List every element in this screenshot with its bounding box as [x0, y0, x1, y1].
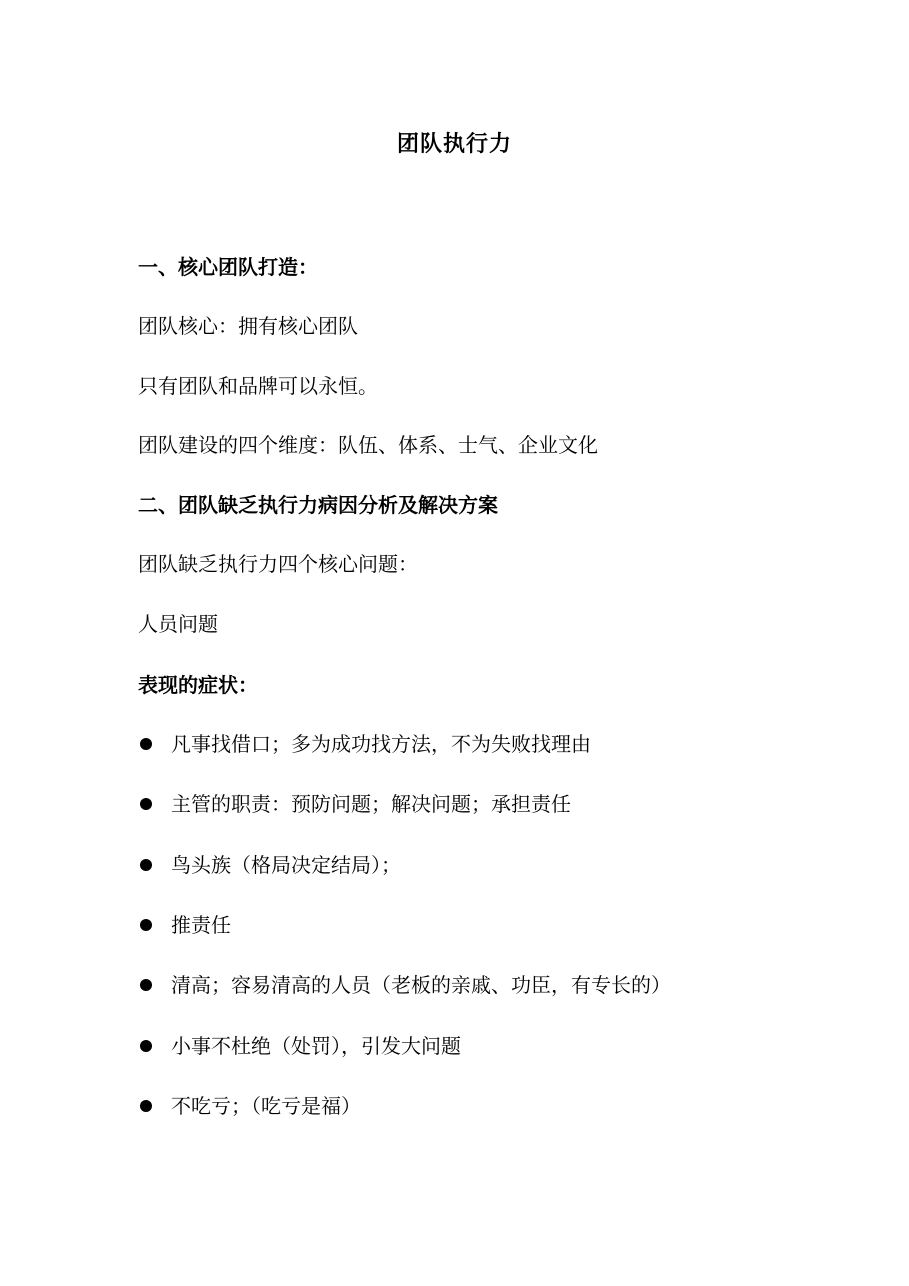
- list-item-text: 不吃亏；（吃亏是福）: [171, 1094, 361, 1118]
- bullet-icon: [140, 859, 152, 871]
- symptoms-heading: 表现的症状：: [138, 673, 258, 697]
- list-item-text: 小事不杜绝（处罚），引发大问题: [171, 1034, 461, 1058]
- paragraph-personnel-problem: 人员问题: [138, 612, 218, 636]
- bullet-icon: [140, 1040, 152, 1052]
- list-item-text: 主管的职责：预防问题；解决问题；承担责任: [171, 792, 571, 816]
- list-item-text: 鸟头族（格局决定结局）；: [171, 853, 401, 877]
- list-item-text: 凡事找借口；多为成功找方法，不为失败找理由: [171, 732, 591, 756]
- document-title: 团队执行力: [396, 131, 512, 157]
- section-2-heading: 二、团队缺乏执行力病因分析及解决方案: [138, 493, 498, 517]
- bullet-icon: [140, 738, 152, 750]
- bullet-icon: [140, 919, 152, 931]
- paragraph-team-core: 团队核心：拥有核心团队: [138, 314, 358, 338]
- paragraph-four-dimensions: 团队建设的四个维度：队伍、体系、士气、企业文化: [138, 433, 598, 457]
- bullet-icon: [140, 1100, 152, 1112]
- paragraph-team-brand: 只有团队和品牌可以永恒。: [138, 374, 378, 398]
- list-item-text: 推责任: [171, 913, 231, 937]
- section-1-heading: 一、核心团队打造：: [138, 255, 318, 279]
- list-item-text: 清高；容易清高的人员（老板的亲戚、功臣，有专长的）: [171, 973, 671, 997]
- bullet-icon: [140, 798, 152, 810]
- paragraph-four-core-problems: 团队缺乏执行力四个核心问题：: [138, 552, 418, 576]
- bullet-icon: [140, 979, 152, 991]
